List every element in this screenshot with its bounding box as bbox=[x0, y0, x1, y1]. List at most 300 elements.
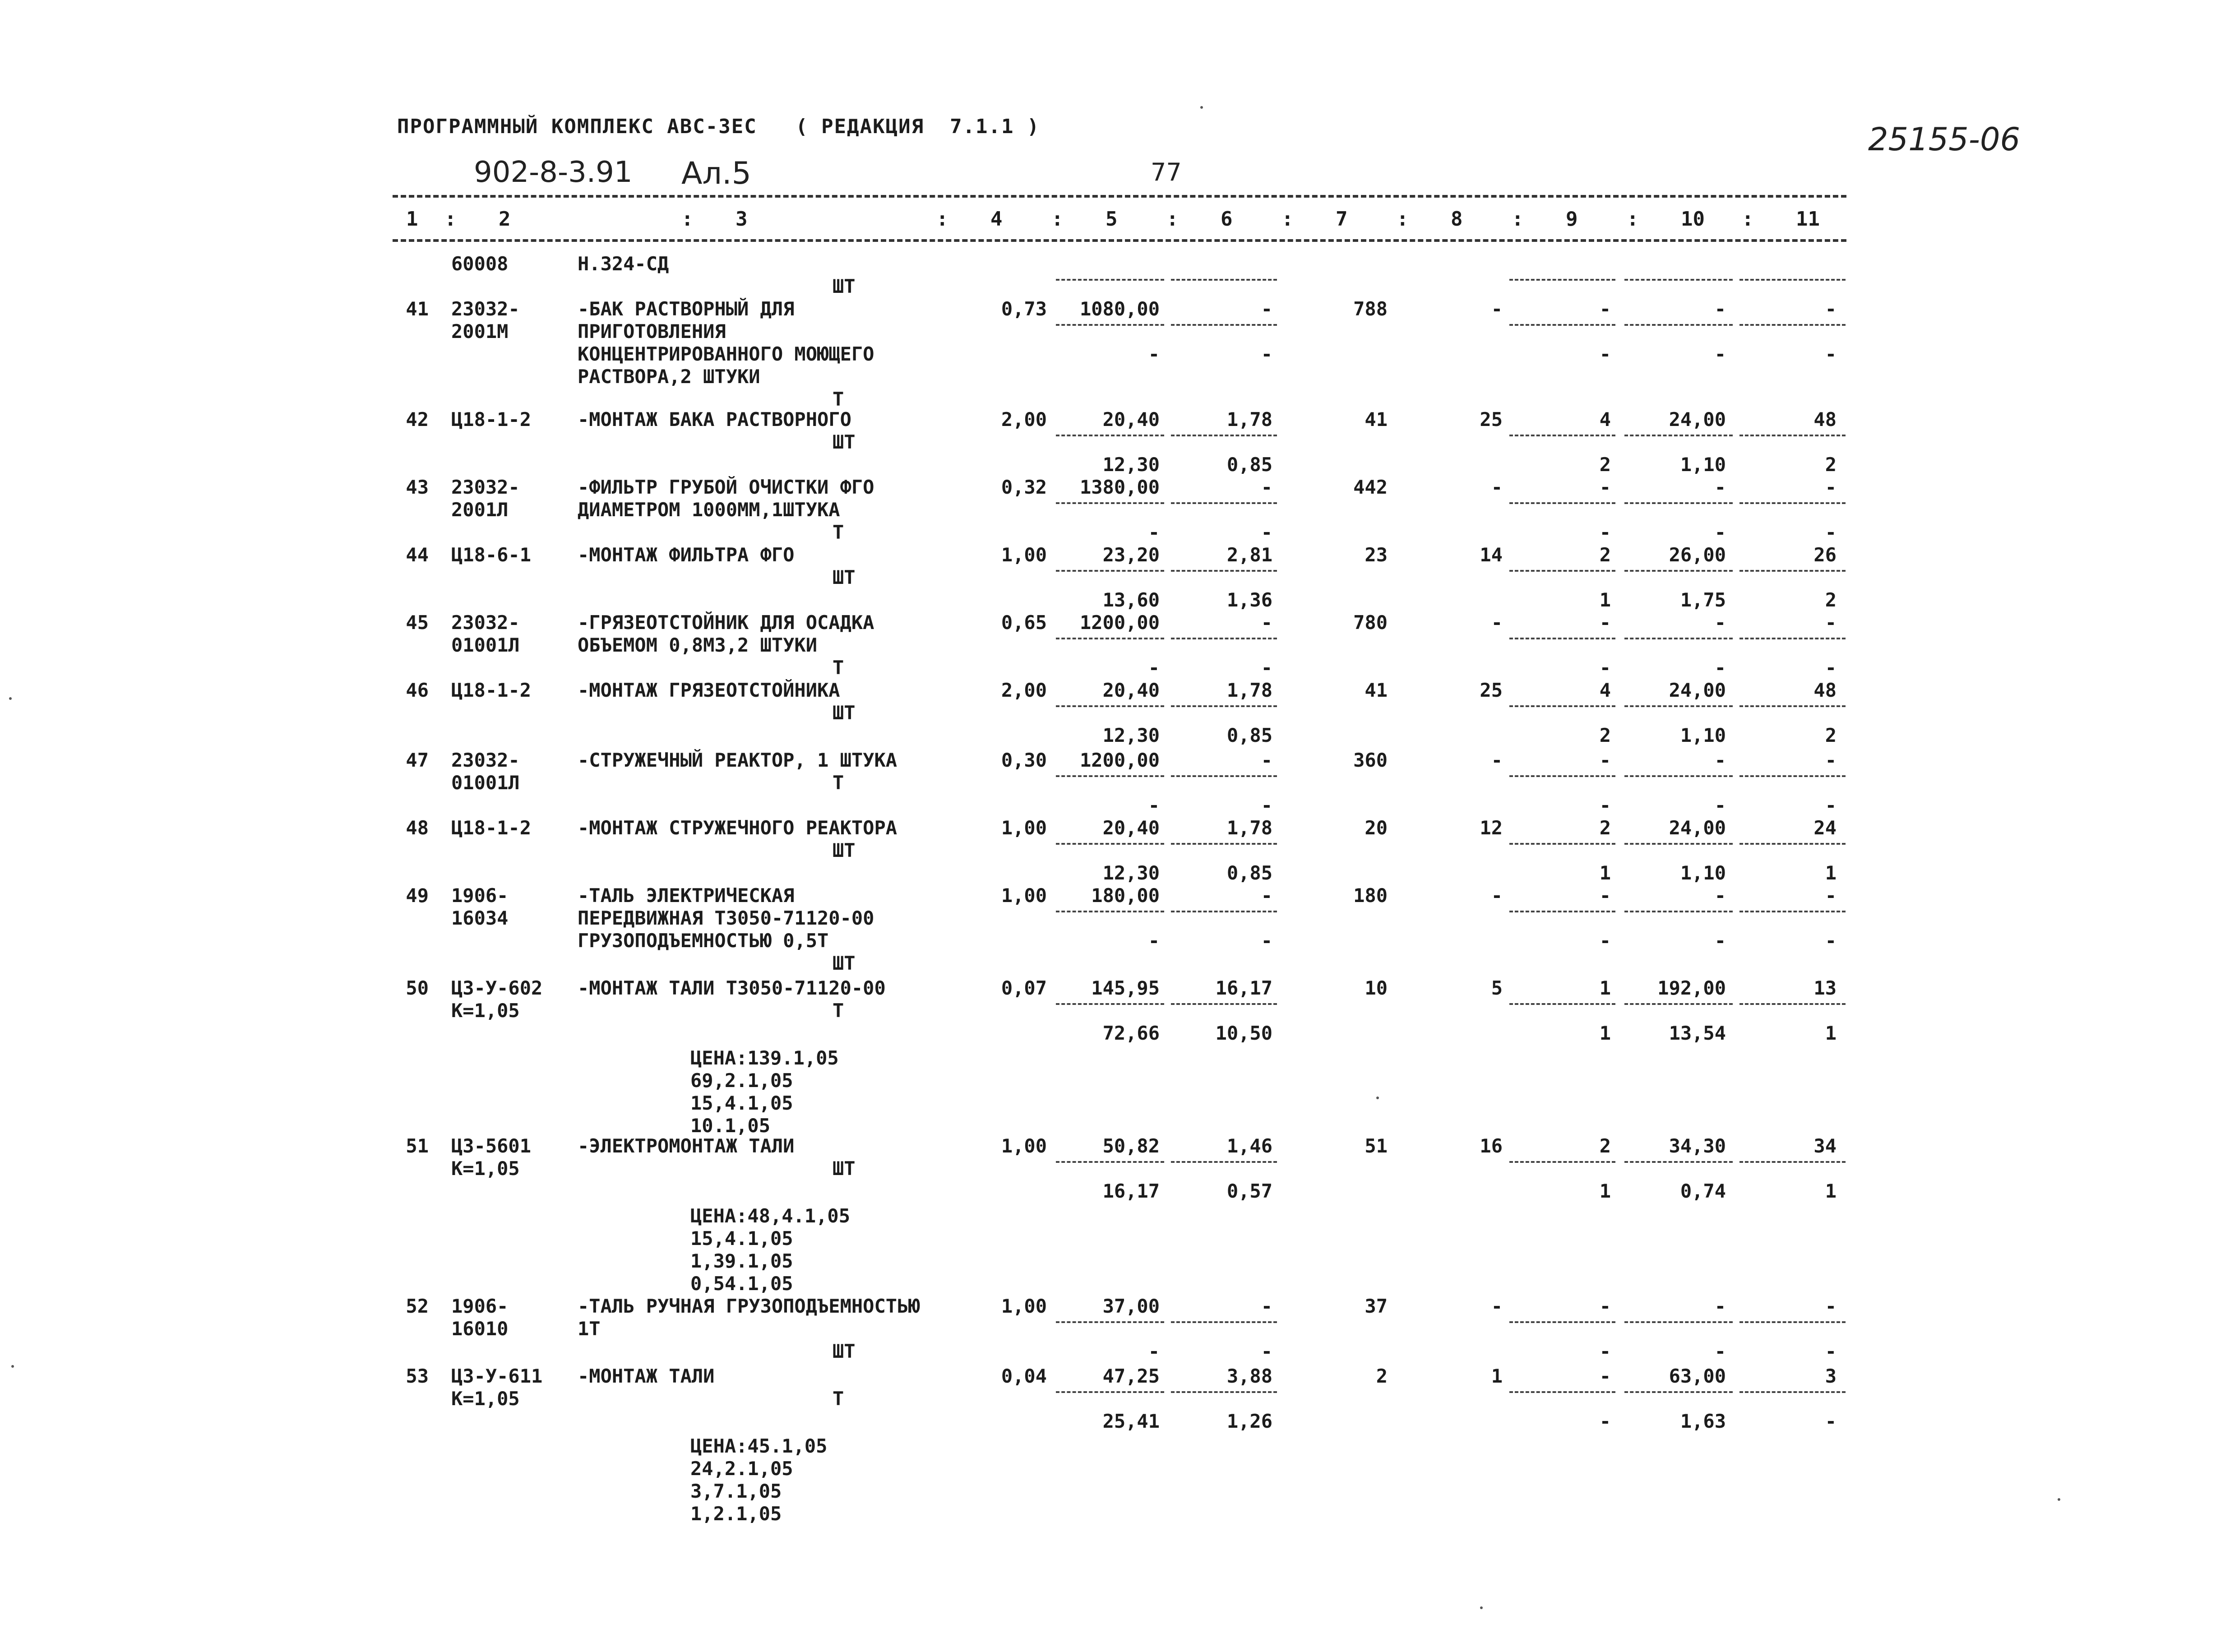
work-description: -МОНТАЖ БАКА РАСТВОРНОГО bbox=[578, 408, 851, 430]
value-col-10: 24,00 bbox=[1669, 817, 1726, 839]
value-col-11-second-line: 1 bbox=[1825, 1180, 1837, 1202]
sub-rule bbox=[1509, 1161, 1615, 1163]
value-col-9-second-line: - bbox=[1599, 343, 1611, 365]
column-separator: : bbox=[1397, 208, 1409, 231]
sub-rule bbox=[1739, 705, 1846, 707]
column-number: 8 bbox=[1451, 208, 1463, 231]
norm-code: Ц3-5601 bbox=[451, 1135, 532, 1157]
value-col-10: - bbox=[1714, 1295, 1726, 1317]
sub-rule bbox=[1171, 502, 1277, 504]
value-col-5: 47,25 bbox=[1102, 1365, 1160, 1387]
unit-of-measure: Т bbox=[833, 1388, 844, 1410]
norm-code: 01001Л bbox=[451, 772, 520, 794]
price-breakdown: 10.1,05 bbox=[690, 1115, 771, 1137]
value-col-8: 1 bbox=[1491, 1365, 1503, 1387]
price-breakdown: ЦЕНА:139.1,05 bbox=[690, 1047, 839, 1069]
value-col-11: 48 bbox=[1813, 679, 1837, 701]
value-col-4: 1,00 bbox=[1001, 544, 1047, 566]
value-col-5: 23,20 bbox=[1102, 544, 1160, 566]
value-col-11-second-line: 2 bbox=[1825, 724, 1837, 746]
sub-rule bbox=[1624, 775, 1733, 777]
work-description: ГРУЗОПОДЪЕМНОСТЬЮ 0,5Т bbox=[578, 930, 829, 952]
sub-rule bbox=[1739, 638, 1846, 639]
value-col-10-second-line: 1,10 bbox=[1680, 453, 1726, 476]
sub-rule bbox=[1739, 502, 1846, 504]
sub-rule bbox=[1171, 1003, 1277, 1005]
value-col-10-second-line: 13,54 bbox=[1669, 1022, 1726, 1044]
value-col-10-second-line: - bbox=[1714, 521, 1726, 543]
value-col-5: 20,40 bbox=[1102, 408, 1160, 430]
sub-rule bbox=[1624, 279, 1733, 281]
value-col-5-second-line: - bbox=[1148, 521, 1160, 543]
column-number: 1 bbox=[406, 208, 418, 231]
work-description: 1Т bbox=[578, 1318, 601, 1340]
norm-code: Ц3-У-611 bbox=[451, 1365, 543, 1387]
value-col-6-second-line: - bbox=[1261, 1340, 1272, 1362]
row-number: 51 bbox=[406, 1135, 429, 1157]
column-separator: : bbox=[1627, 208, 1639, 231]
value-col-5-second-line: 25,41 bbox=[1102, 1410, 1160, 1432]
value-col-5-second-line: - bbox=[1148, 343, 1160, 365]
value-col-10-second-line: 1,10 bbox=[1680, 724, 1726, 746]
value-col-9: - bbox=[1599, 884, 1611, 907]
value-col-7: 51 bbox=[1365, 1135, 1388, 1157]
sub-rule bbox=[1056, 1391, 1164, 1393]
sub-rule bbox=[1056, 705, 1164, 707]
value-col-11-second-line: - bbox=[1825, 1410, 1837, 1432]
value-col-6: - bbox=[1261, 749, 1272, 771]
value-col-6-second-line: 1,36 bbox=[1226, 589, 1272, 611]
work-description: -МОНТАЖ ФИЛЬТРА ФГО bbox=[578, 544, 795, 566]
value-col-10: - bbox=[1714, 476, 1726, 498]
value-col-4: 1,00 bbox=[1001, 1295, 1047, 1317]
sub-rule bbox=[1509, 324, 1615, 326]
unit-of-measure: ШТ bbox=[833, 839, 856, 861]
value-col-9-second-line: - bbox=[1599, 930, 1611, 952]
value-col-6: 1,46 bbox=[1226, 1135, 1272, 1157]
program-title: ПРОГРАММНЫЙ КОМПЛЕКС АВС-3ЕС ( РЕДАКЦИЯ 7.1.1 ) bbox=[397, 115, 1040, 138]
sub-rule bbox=[1056, 638, 1164, 639]
value-col-5: 145,95 bbox=[1091, 977, 1160, 999]
value-col-7: 10 bbox=[1365, 977, 1388, 999]
value-col-9: - bbox=[1599, 1365, 1611, 1387]
sub-rule bbox=[1171, 638, 1277, 639]
scan-speck bbox=[1376, 1097, 1379, 1099]
unit-of-measure: ШТ bbox=[833, 952, 856, 974]
row-number: 46 bbox=[406, 679, 429, 701]
value-col-5-second-line: 12,30 bbox=[1102, 724, 1160, 746]
sub-rule bbox=[1056, 570, 1164, 572]
value-col-6: 1,78 bbox=[1226, 408, 1272, 430]
value-col-11: - bbox=[1825, 611, 1837, 634]
work-description: -ГРЯЗЕОТСТОЙНИК ДЛЯ ОСАДКА bbox=[578, 611, 874, 634]
value-col-9: 4 bbox=[1599, 408, 1611, 430]
value-col-10-second-line: 0,74 bbox=[1680, 1180, 1726, 1202]
column-number: 11 bbox=[1796, 208, 1820, 231]
value-col-4: 2,00 bbox=[1001, 679, 1047, 701]
value-col-11-second-line: - bbox=[1825, 794, 1837, 816]
unit-of-measure: Т bbox=[833, 521, 844, 543]
unit-of-measure: Т bbox=[833, 657, 844, 679]
value-col-11: 48 bbox=[1813, 408, 1837, 430]
value-col-7: 780 bbox=[1353, 611, 1388, 634]
value-col-4: 0,32 bbox=[1001, 476, 1047, 498]
value-col-10-second-line: - bbox=[1714, 343, 1726, 365]
norm-code: К=1,05 bbox=[451, 1388, 520, 1410]
unit-of-measure: ШТ bbox=[833, 1157, 856, 1180]
unit-of-measure: ШТ bbox=[833, 702, 856, 724]
column-separator: : bbox=[1051, 208, 1064, 231]
value-col-6-second-line: 0,85 bbox=[1226, 862, 1272, 884]
norm-code: 23032- bbox=[451, 611, 520, 634]
value-col-8: - bbox=[1491, 476, 1503, 498]
scan-speck bbox=[1200, 106, 1203, 109]
value-col-6-second-line: 0,85 bbox=[1226, 724, 1272, 746]
value-col-6: 16,17 bbox=[1215, 977, 1272, 999]
value-col-9: 2 bbox=[1599, 817, 1611, 839]
sub-rule bbox=[1509, 843, 1615, 845]
sub-rule bbox=[1739, 570, 1846, 572]
price-breakdown: 69,2.1,05 bbox=[690, 1069, 793, 1092]
row-number: 53 bbox=[406, 1365, 429, 1387]
value-col-11: - bbox=[1825, 749, 1837, 771]
value-col-11-second-line: - bbox=[1825, 930, 1837, 952]
value-col-9-second-line: 1 bbox=[1599, 1022, 1611, 1044]
unit-of-measure: ШТ bbox=[833, 566, 856, 588]
value-col-9-second-line: - bbox=[1599, 794, 1611, 816]
value-col-9-second-line: 2 bbox=[1599, 724, 1611, 746]
norm-code: 23032- bbox=[451, 749, 520, 771]
sub-rule bbox=[1509, 279, 1615, 281]
sub-rule bbox=[1624, 843, 1733, 845]
value-col-11: 26 bbox=[1813, 544, 1837, 566]
work-description: -МОНТАЖ СТРУЖЕЧНОГО РЕАКТОРА bbox=[578, 817, 897, 839]
sub-rule bbox=[1509, 1003, 1615, 1005]
row-number: 48 bbox=[406, 817, 429, 839]
norm-code: 2001Л bbox=[451, 499, 509, 521]
value-col-10: 34,30 bbox=[1669, 1135, 1726, 1157]
value-col-5: 1080,00 bbox=[1079, 298, 1160, 320]
value-col-11-second-line: 1 bbox=[1825, 1022, 1837, 1044]
column-number: 6 bbox=[1221, 208, 1233, 231]
row-number: 50 bbox=[406, 977, 429, 999]
column-separator: : bbox=[936, 208, 948, 231]
work-description: ПЕРЕДВИЖНАЯ Т3050-71120-00 bbox=[578, 907, 874, 929]
sub-rule bbox=[1171, 570, 1277, 572]
work-description: ДИАМЕТРОМ 1000ММ,1ШТУКА bbox=[578, 499, 840, 521]
value-col-10-second-line: 1,63 bbox=[1680, 1410, 1726, 1432]
value-col-6: - bbox=[1261, 611, 1272, 634]
unit-of-measure: ШТ bbox=[833, 275, 856, 297]
value-col-9: - bbox=[1599, 476, 1611, 498]
sub-rule bbox=[1056, 843, 1164, 845]
column-separator: : bbox=[1512, 208, 1524, 231]
value-col-4: 0,30 bbox=[1001, 749, 1047, 771]
norm-code: 1906- bbox=[451, 884, 509, 907]
work-description: -МОНТАЖ ТАЛИ bbox=[578, 1365, 715, 1387]
doc-code: 902-8-3.91 bbox=[474, 156, 633, 189]
value-col-9-second-line: 1 bbox=[1599, 862, 1611, 884]
sub-rule bbox=[1171, 1321, 1277, 1323]
value-col-5: 20,40 bbox=[1102, 817, 1160, 839]
work-description: -ТАЛЬ РУЧНАЯ ГРУЗОПОДЪЕМНОСТЬЮ bbox=[578, 1295, 920, 1317]
sub-rule bbox=[1056, 324, 1164, 326]
value-col-8: 12 bbox=[1480, 817, 1503, 839]
sub-rule bbox=[1509, 435, 1615, 436]
value-col-7: 360 bbox=[1353, 749, 1388, 771]
sub-rule bbox=[1624, 638, 1733, 639]
value-col-5-second-line: 72,66 bbox=[1102, 1022, 1160, 1044]
value-col-10-second-line: - bbox=[1714, 1340, 1726, 1362]
column-number: 9 bbox=[1566, 208, 1578, 231]
sub-rule bbox=[1171, 324, 1277, 326]
value-col-11-second-line: - bbox=[1825, 1340, 1837, 1362]
sub-rule bbox=[1171, 705, 1277, 707]
value-col-6-second-line: 1,26 bbox=[1226, 1410, 1272, 1432]
norm-code: К=1,05 bbox=[451, 1000, 520, 1022]
value-col-10-second-line: 1,75 bbox=[1680, 589, 1726, 611]
norm-code: 23032- bbox=[451, 298, 520, 320]
sub-rule bbox=[1171, 775, 1277, 777]
sub-rule bbox=[1624, 1391, 1733, 1393]
row-number: 47 bbox=[406, 749, 429, 771]
sub-rule bbox=[1739, 1391, 1846, 1393]
value-col-7: 788 bbox=[1353, 298, 1388, 320]
work-description: -ЭЛЕКТРОМОНТАЖ ТАЛИ bbox=[578, 1135, 795, 1157]
column-number: 7 bbox=[1336, 208, 1348, 231]
value-col-8: - bbox=[1491, 884, 1503, 907]
value-col-7: 41 bbox=[1365, 679, 1388, 701]
sub-rule bbox=[1624, 502, 1733, 504]
price-breakdown: 24,2.1,05 bbox=[690, 1458, 793, 1480]
value-col-9: - bbox=[1599, 611, 1611, 634]
sub-rule bbox=[1509, 705, 1615, 707]
value-col-8: - bbox=[1491, 1295, 1503, 1317]
sub-rule bbox=[1509, 570, 1615, 572]
value-col-5-second-line: 12,30 bbox=[1102, 453, 1160, 476]
header-rule-top bbox=[393, 195, 1846, 198]
column-number: 4 bbox=[990, 208, 1003, 231]
value-col-11-second-line: - bbox=[1825, 521, 1837, 543]
value-col-10: 192,00 bbox=[1657, 977, 1726, 999]
scan-speck bbox=[2058, 1498, 2060, 1501]
sub-rule bbox=[1624, 570, 1733, 572]
value-col-10-second-line: - bbox=[1714, 794, 1726, 816]
sub-rule bbox=[1739, 843, 1846, 845]
work-description: ОБЪЕМОМ 0,8М3,2 ШТУКИ bbox=[578, 634, 818, 656]
sub-rule bbox=[1171, 435, 1277, 436]
value-col-6-second-line: 10,50 bbox=[1215, 1022, 1272, 1044]
value-col-4: 2,00 bbox=[1001, 408, 1047, 430]
unit-of-measure: Т bbox=[833, 772, 844, 794]
value-col-9: - bbox=[1599, 298, 1611, 320]
work-description: Н.324-СД bbox=[578, 253, 669, 275]
value-col-11: 34 bbox=[1813, 1135, 1837, 1157]
price-breakdown: 15,4.1,05 bbox=[690, 1227, 793, 1249]
value-col-7: 23 bbox=[1365, 544, 1388, 566]
value-col-11: - bbox=[1825, 884, 1837, 907]
value-col-11: - bbox=[1825, 298, 1837, 320]
value-col-6-second-line: - bbox=[1261, 930, 1272, 952]
value-col-11-second-line: 1 bbox=[1825, 862, 1837, 884]
value-col-8: 25 bbox=[1480, 408, 1503, 430]
value-col-9: 2 bbox=[1599, 544, 1611, 566]
value-col-9-second-line: 2 bbox=[1599, 453, 1611, 476]
row-number: 41 bbox=[406, 298, 429, 320]
value-col-5: 20,40 bbox=[1102, 679, 1160, 701]
value-col-6: - bbox=[1261, 476, 1272, 498]
value-col-7: 180 bbox=[1353, 884, 1388, 907]
work-description: -ТАЛЬ ЭЛЕКТРИЧЕСКАЯ bbox=[578, 884, 795, 907]
value-col-9-second-line: - bbox=[1599, 1340, 1611, 1362]
sub-rule bbox=[1624, 1321, 1733, 1323]
row-number: 49 bbox=[406, 884, 429, 907]
norm-code: 60008 bbox=[451, 253, 509, 275]
value-col-10: - bbox=[1714, 611, 1726, 634]
value-col-5: 1200,00 bbox=[1079, 611, 1160, 634]
value-col-7: 41 bbox=[1365, 408, 1388, 430]
value-col-11-second-line: - bbox=[1825, 343, 1837, 365]
sub-rule bbox=[1739, 435, 1846, 436]
value-col-9-second-line: - bbox=[1599, 657, 1611, 679]
norm-code: К=1,05 bbox=[451, 1157, 520, 1180]
value-col-6-second-line: 0,57 bbox=[1226, 1180, 1272, 1202]
value-col-11: 3 bbox=[1825, 1365, 1837, 1387]
value-col-7: 20 bbox=[1365, 817, 1388, 839]
value-col-5-second-line: - bbox=[1148, 1340, 1160, 1362]
value-col-6-second-line: - bbox=[1261, 521, 1272, 543]
norm-code: 01001Л bbox=[451, 634, 520, 656]
value-col-7: 37 bbox=[1365, 1295, 1388, 1317]
norm-code: Ц18-1-2 bbox=[451, 408, 532, 430]
sub-rule bbox=[1509, 911, 1615, 912]
value-col-9: 2 bbox=[1599, 1135, 1611, 1157]
unit-of-measure: ШТ bbox=[833, 1340, 856, 1362]
work-description: -ФИЛЬТР ГРУБОЙ ОЧИСТКИ ФГО bbox=[578, 476, 874, 498]
sub-rule bbox=[1739, 911, 1846, 912]
value-col-8: 16 bbox=[1480, 1135, 1503, 1157]
value-col-4: 0,04 bbox=[1001, 1365, 1047, 1387]
value-col-6-second-line: 0,85 bbox=[1226, 453, 1272, 476]
value-col-4: 1,00 bbox=[1001, 817, 1047, 839]
value-col-5-second-line: 13,60 bbox=[1102, 589, 1160, 611]
work-description: -БАК РАСТВОРНЫЙ ДЛЯ bbox=[578, 298, 795, 320]
value-col-11: 13 bbox=[1813, 977, 1837, 999]
value-col-10: - bbox=[1714, 298, 1726, 320]
unit-of-measure: Т bbox=[833, 1000, 844, 1022]
column-separator: : bbox=[1742, 208, 1754, 231]
value-col-11: - bbox=[1825, 1295, 1837, 1317]
value-col-5: 1200,00 bbox=[1079, 749, 1160, 771]
album-label: Ал.5 bbox=[681, 156, 751, 191]
value-col-4: 0,65 bbox=[1001, 611, 1047, 634]
value-col-8: - bbox=[1491, 749, 1503, 771]
sub-rule bbox=[1171, 1161, 1277, 1163]
sub-rule bbox=[1171, 279, 1277, 281]
norm-code: 16010 bbox=[451, 1318, 509, 1340]
value-col-5: 1380,00 bbox=[1079, 476, 1160, 498]
sub-rule bbox=[1509, 638, 1615, 639]
value-col-9-second-line: 1 bbox=[1599, 589, 1611, 611]
sub-rule bbox=[1056, 435, 1164, 436]
value-col-6: 1,78 bbox=[1226, 817, 1272, 839]
value-col-9: 1 bbox=[1599, 977, 1611, 999]
value-col-6: 2,81 bbox=[1226, 544, 1272, 566]
value-col-8: 14 bbox=[1480, 544, 1503, 566]
value-col-10: - bbox=[1714, 884, 1726, 907]
value-col-6: - bbox=[1261, 1295, 1272, 1317]
archive-stamp: 25155-06 bbox=[1868, 121, 2021, 158]
price-breakdown: 1,39.1,05 bbox=[690, 1250, 793, 1272]
sub-rule bbox=[1624, 1003, 1733, 1005]
value-col-5: 180,00 bbox=[1091, 884, 1160, 907]
sub-rule bbox=[1509, 1321, 1615, 1323]
value-col-6: - bbox=[1261, 298, 1272, 320]
scan-speck bbox=[9, 697, 12, 700]
page-number: 77 bbox=[1151, 158, 1182, 186]
sub-rule bbox=[1739, 1321, 1846, 1323]
value-col-4: 0,73 bbox=[1001, 298, 1047, 320]
value-col-10-second-line: - bbox=[1714, 657, 1726, 679]
value-col-9: - bbox=[1599, 749, 1611, 771]
norm-code: 23032- bbox=[451, 476, 520, 498]
sub-rule bbox=[1056, 775, 1164, 777]
value-col-6-second-line: - bbox=[1261, 343, 1272, 365]
norm-code: 1906- bbox=[451, 1295, 509, 1317]
value-col-4: 0,07 bbox=[1001, 977, 1047, 999]
work-description: КОНЦЕНТРИРОВАННОГО МОЮЩЕГО bbox=[578, 343, 874, 365]
norm-code: 16034 bbox=[451, 907, 509, 929]
value-col-11-second-line: - bbox=[1825, 657, 1837, 679]
value-col-6-second-line: - bbox=[1261, 794, 1272, 816]
sub-rule bbox=[1056, 279, 1164, 281]
sub-rule bbox=[1509, 1391, 1615, 1393]
work-description: ПРИГОТОВЛЕНИЯ bbox=[578, 320, 726, 342]
sub-rule bbox=[1171, 911, 1277, 912]
value-col-7: 2 bbox=[1376, 1365, 1388, 1387]
value-col-5-second-line: - bbox=[1148, 657, 1160, 679]
value-col-6-second-line: - bbox=[1261, 657, 1272, 679]
work-description: -МОНТАЖ ТАЛИ Т3050-71120-00 bbox=[578, 977, 886, 999]
norm-code: 2001М bbox=[451, 320, 509, 342]
price-breakdown: 15,4.1,05 bbox=[690, 1092, 793, 1114]
row-number: 43 bbox=[406, 476, 429, 498]
scan-speck bbox=[1480, 1606, 1483, 1609]
value-col-10: 24,00 bbox=[1669, 679, 1726, 701]
work-description: -СТРУЖЕЧНЫЙ РЕАКТОР, 1 ШТУКА bbox=[578, 749, 897, 771]
value-col-5-second-line: 16,17 bbox=[1102, 1180, 1160, 1202]
price-breakdown: ЦЕНА:45.1,05 bbox=[690, 1435, 828, 1457]
value-col-5: 37,00 bbox=[1102, 1295, 1160, 1317]
value-col-11-second-line: 2 bbox=[1825, 589, 1837, 611]
value-col-6: 3,88 bbox=[1226, 1365, 1272, 1387]
column-number: 2 bbox=[499, 208, 511, 231]
value-col-10: 63,00 bbox=[1669, 1365, 1726, 1387]
sub-rule bbox=[1739, 1161, 1846, 1163]
value-col-5: 50,82 bbox=[1102, 1135, 1160, 1157]
norm-code: Ц18-1-2 bbox=[451, 817, 532, 839]
value-col-5-second-line: - bbox=[1148, 794, 1160, 816]
row-number: 52 bbox=[406, 1295, 429, 1317]
price-breakdown: 3,7.1,05 bbox=[690, 1480, 782, 1502]
value-col-8: - bbox=[1491, 611, 1503, 634]
work-description: РАСТВОРА,2 ШТУКИ bbox=[578, 366, 760, 388]
column-number: 10 bbox=[1681, 208, 1705, 231]
value-col-9: 4 bbox=[1599, 679, 1611, 701]
work-description: -МОНТАЖ ГРЯЗЕОТСТОЙНИКА bbox=[578, 679, 840, 701]
value-col-5-second-line: 12,30 bbox=[1102, 862, 1160, 884]
value-col-11: - bbox=[1825, 476, 1837, 498]
